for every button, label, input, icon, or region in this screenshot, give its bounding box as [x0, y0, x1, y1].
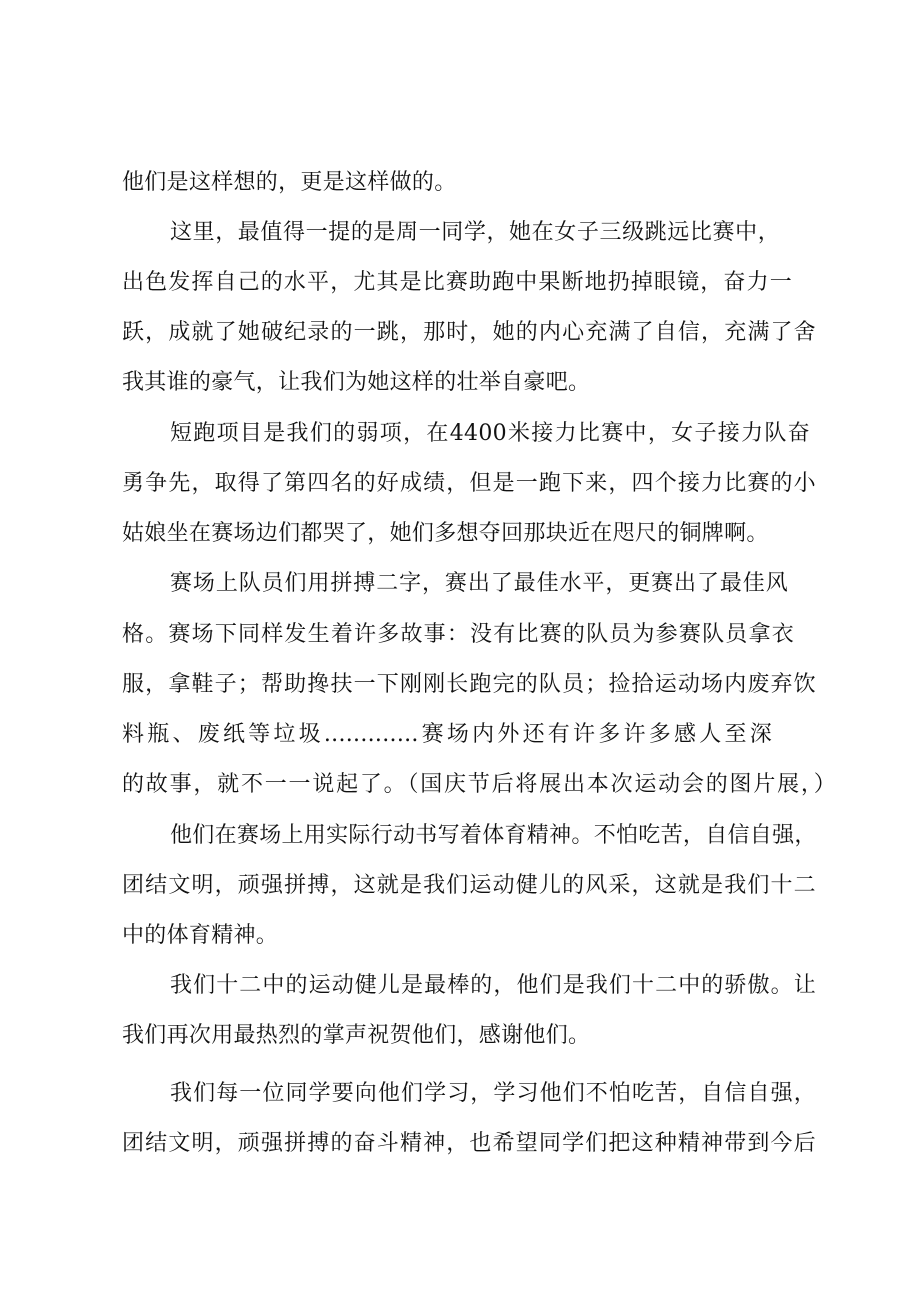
text-line: 勇争先，取得了第四名的好成绩，但是一跑下来，四个接力比赛的小 — [122, 471, 816, 496]
text-line: 赛场上队员们用拼搏二字，赛出了最佳水平，更赛出了最佳风 — [170, 571, 788, 596]
text-line: 跃，成就了她破纪录的一跳，那时，她的内心充满了自信，充满了舍 — [122, 320, 816, 345]
text-line: 他们是这样想的，更是这样做的。 — [122, 170, 457, 195]
text-line: 团结文明，顽强拼搏的奋斗精神，也希望同学们把这种精神带到今后 — [122, 1131, 816, 1156]
text-line: 这里，最值得一提的是周一同学，她在女子三级跳远比赛中， — [170, 220, 780, 245]
text-line: 短跑项目是我们的弱项，在4400米接力比赛中，女子接力队奋 — [170, 421, 810, 446]
text-line: 姑娘坐在赛场边们都哭了，她们多想夺回那块近在咫尺的铜牌啊。 — [122, 521, 769, 546]
text-line: 团结文明，顽强拼搏，这就是我们运动健儿的风采，这就是我们十二 — [122, 873, 816, 898]
text-line: 中的体育精神。 — [122, 923, 279, 948]
text-line: 我们再次用最热烈的掌声祝贺他们，感谢他们。 — [122, 1023, 591, 1048]
text-line: 服，拿鞋子；帮助搀扶一下刚刚长跑完的队员；捡拾运动场内废弃饮 — [122, 672, 816, 697]
text-line: 我们十二中的运动健儿是最棒的，他们是我们十二中的骄傲。让 — [170, 973, 816, 998]
text-line: 我们每一位同学要向他们学习，学习他们不怕吃苦，自信自强， — [170, 1081, 816, 1106]
text-line: 我其谁的豪气，让我们为她这样的壮举自豪吧。 — [122, 370, 591, 395]
text-line: 的故事，就不一一说起了。（国庆节后将展出本次运动会的图片展，） — [122, 772, 836, 797]
text-line: 料瓶、废纸等垃圾.............赛场内外还有许多许多感人至深 — [122, 722, 772, 747]
text-line: 他们在赛场上用实际行动书写着体育精神。不怕吃苦，自信自强， — [170, 823, 817, 848]
text-line: 出色发挥自己的水平，尤其是比赛助跑中果断地扔掉眼镜，奋力一 — [122, 270, 792, 295]
text-line: 格。赛场下同样发生着许多故事：没有比赛的队员为参赛队员拿衣 — [122, 622, 794, 647]
